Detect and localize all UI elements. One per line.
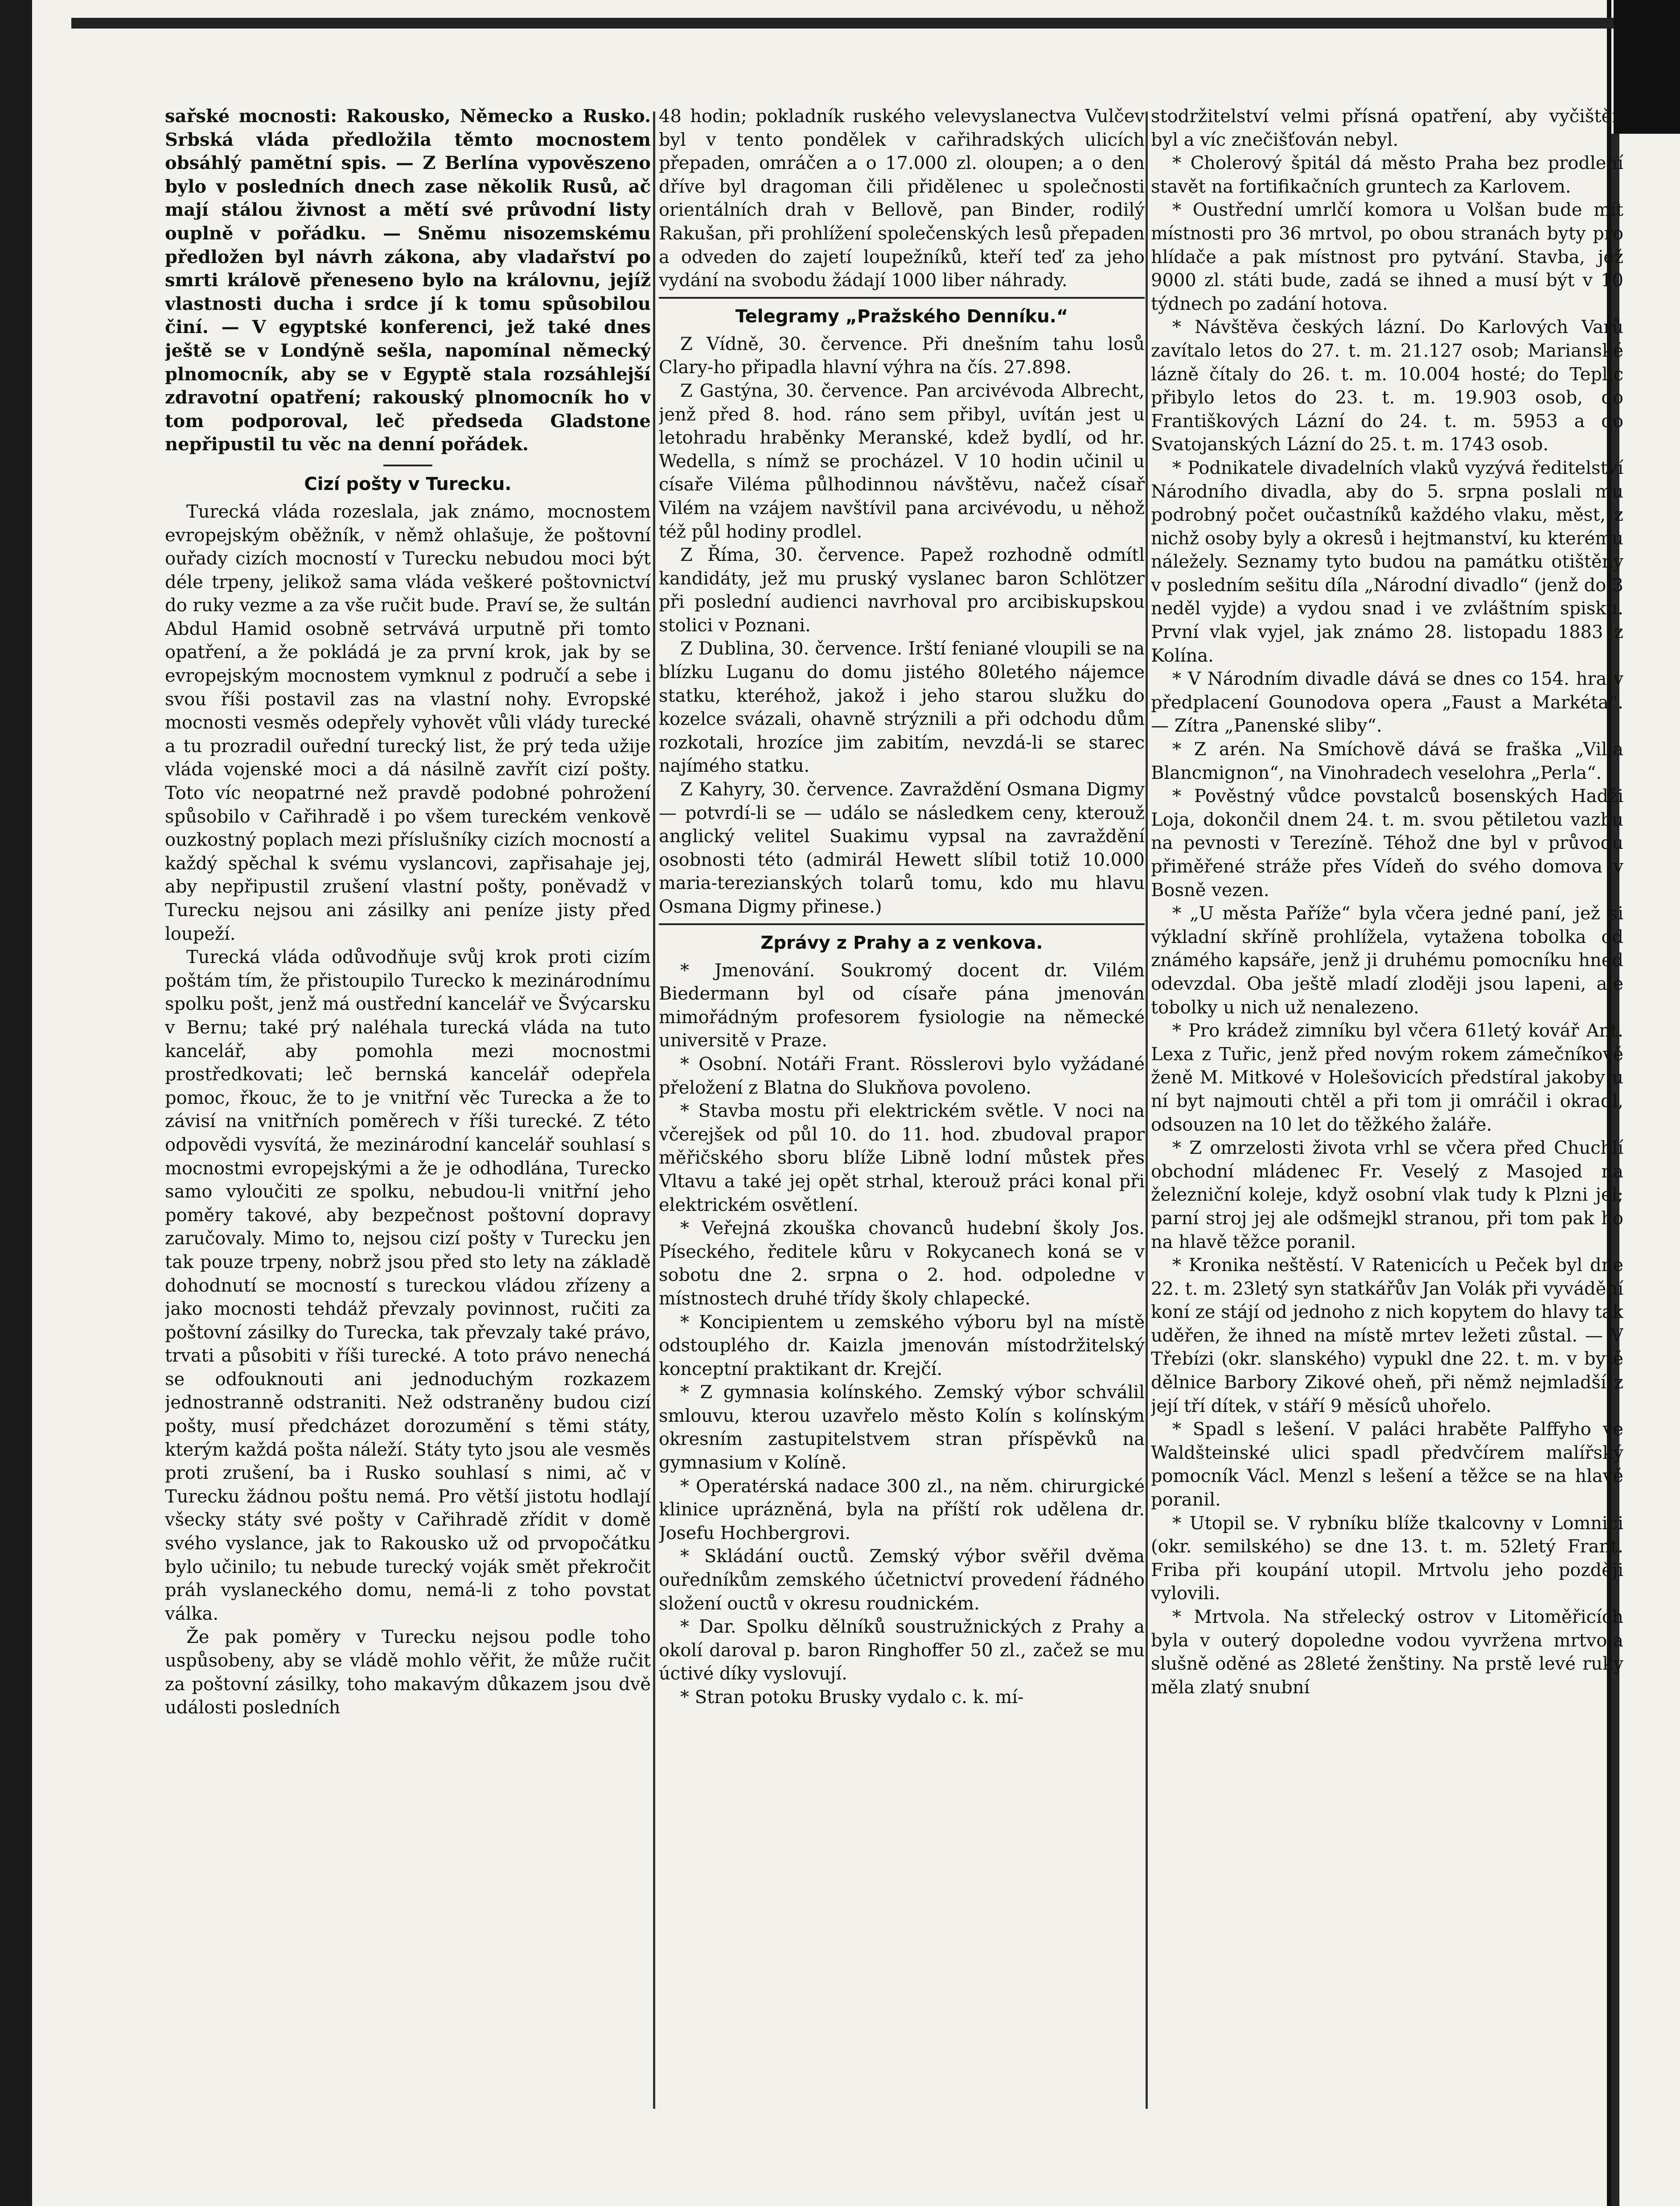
news-item: * Cholerový špitál dá město Praha bez prodlení stavět na fortifikačních gruntech za Karlovem. [1151,153,1623,197]
news-item: * Z arén. Na Smíchově dává se fraška „Villa Blancmignon“, na Vinohradech veselohra „Perla“. [1151,739,1623,783]
news-item: * Mrtvola. Na střelecký ostrov v Litoměřicích byla v outerý dopoledne vodou vyvržena mrtvola slušně oděné as 28leté ženštiny. Na prstě levé ruky měla zlatý snubní [1151,1607,1623,1698]
news-item: * Pro krádež zimníku byl včera 61letý kovář Ant. Lexa z Tuřic, jenž před novým rokem zámečníkově ženě M. Mitkové v Holešovicích předstíral jakoby u ní byt najmouti chtěl a při tom ji omráčil i okradl, odsouzen na 10 let do těžkého žaláře. [1151,1021,1623,1135]
section-divider [383,465,432,466]
column-3 [1151,105,1623,2138]
news-item: * Operatérská nadace 300 zl., na něm. chirurgické klinice uprázněná, byla na příští rok udělena dr. Josefu Hochbergrovi. [659,1476,1145,1543]
news-item: * Veřejná zkouška chovanců hudební školy Jos. Píseckého, ředitele kůru v Rokycanech koná se v sobotu dne 2. srpna o 2. hod. odpoledne v místnostech druhé třídy školy chlapecké. [659,1218,1145,1309]
news-item: * Podnikatele divadelních vlaků vyzývá ředitelství Národního divadla, aby do 5. srpna poslali mu podrobný počet oučastníků každého vlaku, měst, z nichž osoby byly a okresů i hejtmanství, ku kterému náležely. Seznamy tyto budou na památku otištěny v posledním sešitu díla „Národní divadlo“ (jenž do 3 neděl vyjde) a vydou snad i ve zvláštním spisku. První vlak vyjel, jak známo 28. listopadu 1883 z Kolína. [1151,457,1623,666]
news-item: * Kronika neštěstí. V Ratenicích u Peček byl dne 22. t. m. 23letý syn statkářův Jan Volák při vyvádění koní ze stájí od jednoho z nich kopytem do hlavy tak uděřen, že ihned na místě mrtev ležeti zůstal. — V Třebízi (okr. slanského) vypukl dne 22. t. m. v bytě dělnice Barbory Zikové oheň, při němž nejmladší z její tří dítek, v stáří 9 měsíců uhořelo. [1151,1255,1623,1416]
column-2 [659,105,1145,2138]
scan-corner [1614,0,1680,134]
article-paragraph: Že pak poměry v Turecku nejsou podle toho uspůsobeny, aby se vládě mohlo věřit, že může ručit za poštovní zásilky, toho makavým důkazem jsou dvě události posledních [165,1627,651,1718]
article-heading-foreign-posts: Cizí pošty v Turecku. [304,473,512,494]
news-item: * Oustřední umrlčí komora u Volšan bude mít místnosti pro 36 mrtvol, po obou stranách byty pro hlídače a pak místnost pro pytvání. Stavba, jež 9000 zl. státi bude, zadá se ihned a musí být v 10 týdnech po zadání hotova. [1151,200,1623,314]
news-item: * Z gymnasia kolínského. Zemský výbor schválil smlouvu, kterou uzavřelo město Kolín s kolínským okresním zastupitelstvem stran příspěvků na gymnasium v Kolíně. [659,1382,1145,1473]
news-item: * V Národním divadle dává se dnes co 154. hra v předplacení Gounodova opera „Faust a Markéta“. — Zítra „Panenské sliby“. [1151,669,1623,737]
news-item: * Dar. Spolku dělníků soustružnických z Prahy a okolí daroval p. baron Ringhoffer 50 zl., začež se mu úctivé díky vyslovují. [659,1617,1145,1684]
column2-intro: 48 hodin; pokladník ruského velevyslanectva Vulčev byl v tento pondělek v cařihradských ulicích přepaden, omráčen a o 17.000 zl. oloupen; a o den dříve byl dragoman čili přidělenec u společnosti orientálních drah v Bellově, pan Binder, rodilý Rakušan, při prohlížení společenských lesů přepaden a odveden do zajetí loupežníků, kteří teď za jeho vydání na svobodu žádají 1000 liber náhrady. [659,106,1145,291]
news-heading: Zprávy z Prahy a z venkova. [760,932,1043,953]
news-item: * Spadl s lešení. V paláci hraběte Palffyho ve Waldšteinské ulici spadl předvčírem malířský pomocník Václ. Menzl s lešení a těžce se na hlavě poranil. [1151,1419,1623,1510]
news-item: * Návštěva českých lázní. Do Karlových Varů zavítalo letos do 27. t. m. 21.127 osob; Marianské lázně čítaly do 26. t. m. 10.004 hosté; do Teplic přibylo letos do 23. t. m. 19.903 osob, do Františkových Lázní do 24. t. m. 5953 a do Svatojanských Lázní do 25. t. m. 1743 osob. [1151,317,1623,455]
telegram-heading: Telegramy „Pražského Denníku.“ [735,306,1068,327]
news-item: * „U města Paříže“ byla včera jedné paní, jež si výkladní skříně prohlížela, vytažena tobolka od známého kapsáře, jenž ji druhému pomocníku hned odevzdal. Oba ještě mladí zloději jsou lapeni, ale tobolky u nich už nenalezeno. [1151,903,1623,1018]
news-item: * Koncipientem u zemského výboru byl na místě odstouplého dr. Kaizla jmenován místodržitelský konceptní praktikant dr. Krejčí. [659,1312,1145,1379]
news-item: * Utopil se. V rybníku blíže tkalcovny v Lomnici (okr. semilského) se dne 13. t. m. 52letý Frant. Friba při koupání utopil. Mrtvolu jeho později vylovili. [1151,1513,1623,1604]
news-item: * Z omrzelosti života vrhl se včera před Chuchlí obchodní mládenec Fr. Veselý z Masojed na železniční koleje, když osobní vlak tudy k Plzni jel; parní stroj jej ale odšmejkl stranou, při tom pak ho na hlavě těžce poranil. [1151,1138,1623,1252]
article-paragraph: Turecká vláda odůvodňuje svůj krok proti cizím poštám tím, že přistoupilo Turecko k mezinárodnímu spolku pošt, jenž má oustřední kancelář ve Švýcarsku v Bernu; také prý naléhala turecká vláda na tuto kancelář, aby pomohla mezi mocnostmi prostředkovati; leč bernská kancelář odepřela pomoc, řkouc, že to je vnitřní věc Turecka a že to závisí na vnitřních poměrech v říši turecké. Z této odpovědi vysvítá, že mezinárodní kancelář souhlasí s mocnostmi evropejskými a že je odhodlána, Turecko samo vyloučiti ze spolku, nebudou-li vnitřní jeho poměry takové, aby bezpečnost poštovní dopravy zaručovaly. Mimo to, nejsou cizí pošty v Turecku jen tak pouze trpeny, nobrž jsou před sto lety na základě dohodnutí se mocností s tureckou vládou zřízeny a jako mocnosti tehdáž převzaly povinnost, ručiti za poštovní zásilky do Turecka, tak převzaly také právo, trvati a působiti v říši turecké. A toto právo nenechá se odfouknouti ani jednoduchým rozkazem jednostranně odstraniti. Než odstraněny budou cizí pošty, musí předcházet dorozumění s těmi státy, kterým každá pošta náleží. Státy tyto jsou ale vesměs proti zrušení, ba i Rusko souhlasí s nimi, ač v Turecku žádnou poštu nemá. Pro větší jistotu hodlají všecky státy své pošty v Cařihradě zřídit v domě svého vyslance, jak to Rakousko už od prvopočátku bylo učinilo; tu nebude turecký voják smět překročit práh vyslaneckého domu, nemá-li z toho povstat válka. [165,947,651,1624]
column-rule-1 [653,111,655,2109]
news-item: * Pověstný vůdce povstalců bosenských Hadži Loja, dokončil dnem 24. t. m. svou pětiletou vazbu na pevnosti v Terezíně. Téhož dne byl v průvodu přiměřené stráže přes Vídeň do svého domova v Bosně vezen. [1151,786,1623,901]
column-rule-2 [1146,111,1148,2109]
column-1 [165,105,651,2138]
news-item: stodržitelství velmi přísná opatření, aby vyčištěn byl a víc znečišťován nebyl. [1151,106,1623,150]
news-item: * Stavba mostu při elektrickém světle. V noci na včerejšek od půl 10. do 11. hod. zbudoval prapor měřičského sboru blíže Libně lodní můstek přes Vltavu a také jej opět strhal, kterouž práci konal při elektrickém osvětlení. [659,1101,1145,1215]
column1-intro: sařské mocnosti: Rakousko, Německo a Rusko. Srbská vláda předložila těmto mocnostem obsáhlý pamětní spis. — Z Berlína vypověszeno bylo v posledních dnech zase několik Rusů, ač mají stálou živnost a mětí své průvodní listy ouplně v pořádku. — Sněmu nisozemskému předložen byl návrh zákona, aby vladařství po smrti královĕ přeneseno bylo na královnu, jejíž vlastnosti ducha i srdce jí k tomu spůsobilou činí. — V egyptské konferenci, jež také dnes ještě se v Londýně sešla, napomínal německý plnomocník, aby se v Egyptě stala rozsáhlejší zdravotní opatření; rakouský plnomocník ho v tom podporoval, leč předseda Gladstone nepřipustil tu věc na denní pořádek. [165,106,651,455]
section-divider [659,297,1145,299]
news-item: * Osobní. Notáři Frant. Rösslerovi bylo vyžádané přeložení z Blatna do Slukňova povoleno. [659,1054,1145,1098]
telegram-item: Z Vídně, 30. července. Při dnešním tahu losů Clary-ho připadla hlavní výhra na čís. 27.898. [659,333,1145,378]
news-item: * Jmenování. Soukromý docent dr. Vilém Biedermann byl od císaře pána jmenován mimořádným profesorem fysiologie na německé universitě v Praze. [659,960,1145,1051]
telegram-item: Z Říma, 30. července. Papež rozhodně odmítl kandidáty, jež mu pruský vyslanec baron Schlötzer při poslední audienci navrhoval pro arcibiskupskou stolici v Poznani. [659,545,1145,636]
top-scan-border [71,18,1614,29]
telegram-item: Z Kahyry, 30. července. Zavraždění Osmana Digmy — potvrdí-li se — událo se následkem ceny, kterouž anglický velitel Suakimu vypsal na zavraždění osobnosti této (admirál Hewett slíbil totiž 10.000 maria-terezianských tolarů tomu, kdo mu hlavu Osmana Digmy přinese.) [659,779,1145,917]
article-paragraph: Turecká vláda rozeslala, jak známo, mocnostem evropejským oběžník, v němž ohlašuje, že poštovní ouřady cizích mocností v Turecku nebudou moci být déle trpeny, jelikož sama vláda veškeré poštovnictví do ruky vezme a za vše ručit bude. Praví se, že sultán Abdul Hamid osobně setrvává urputně při tomto opatření, a že pokládá je za první krok, jak by se evropejským mocnostem vymknul z područí a sebe i svou říši postavil zas na vlastní nohy. Evropské mocnosti vesměs odepřely vyhovět vůli vlády turecké a tu prozradil ouřední turecký list, že prý teda užije vláda vojenské moci a dá násilně zavřít cizí pošty. Toto víc neopatrné než pravdě podobné pohrožení spůsobilo v Cařihradě i po všem tureckém venkově ouzkostný poplach mezi příslušníky cizích mocností a každý spěchal k svému vyslancovi, zapřisahaje jej, aby nepřipustil zrušení vlastní pošty, poněvadž v Turecku nejsou ani zásilky ani peníze jisty před loupeží. [165,501,651,944]
section-divider [659,923,1145,925]
news-item: * Skládání ouctů. Zemský výbor svěřil dvěma ouředníkům zemského účetnictví provedení řádného složení ouctů v okresu roudnickém. [659,1546,1145,1614]
telegram-item: Z Gastýna, 30. července. Pan arcivévoda Albrecht, jenž před 8. hod. ráno sem přibyl, uvítán jest u letohradu hraběnky Meranské, kdež bydlí, od hr. Wedella, s nímž se procházel. V 10 hodin učinil u císaře Viléma půlhodinnou návštěvu, načež císař Vilém na vzájem navštívil pana arcivévodu, u něhož též půl hodiny prodlel. [659,380,1145,542]
news-item: * Stran potoku Brusky vydalo c. k. mí- [680,1687,1024,1708]
telegram-item: Z Dublina, 30. července. Irští feniané vloupili se na blízku Luganu do domu jistého 80letého nájemce statku, kteréhož, jakož i jeho starou služku do kozelce svázali, ohavně strýznili a při odchodu dům rozkotali, hrozíce jim zabitím, nevzdá-li se starec najímého statku. [659,638,1145,777]
